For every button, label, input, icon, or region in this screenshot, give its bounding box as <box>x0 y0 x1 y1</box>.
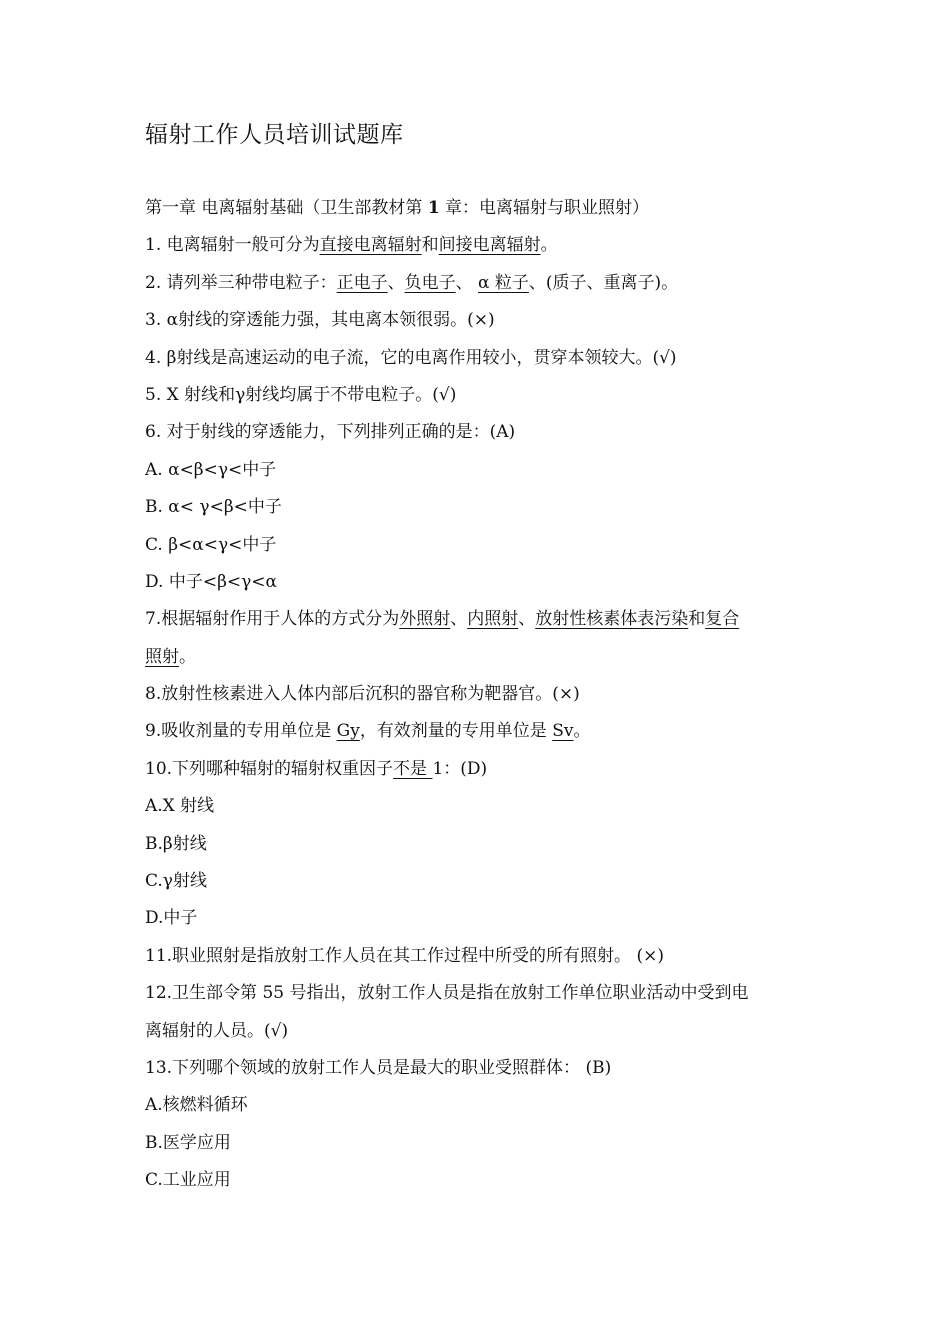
chapter-number: 1 <box>427 198 440 218</box>
chapter-text: 章：电离辐射与职业照射） <box>439 198 650 218</box>
option-c: C.γ射线 <box>145 871 207 892</box>
option-d: D.中子 <box>145 908 198 929</box>
question-text: 7.根据辐射作用于人体的方式分为 <box>145 609 400 630</box>
question-10 <box>145 751 810 788</box>
question-text: 1：(D) <box>432 758 488 779</box>
question-13: 13.下列哪个领域的放射工作人员是最大的职业受照群体： (B) <box>145 1057 612 1078</box>
question-text: ，有效剂量的专用单位是 <box>359 721 553 742</box>
question-9 <box>145 713 810 750</box>
answer-blank: 间接电离辐射 <box>438 235 541 256</box>
option-b: B.β射线 <box>145 833 207 854</box>
chapter-heading <box>145 190 810 227</box>
option-b: B. α< γ<β<中子 <box>145 497 282 518</box>
option-a: A.核燃料循环 <box>145 1095 248 1116</box>
question-text: 和 <box>421 235 439 256</box>
answer-blank: 内照射 <box>467 609 519 630</box>
question-text: 、 <box>518 609 536 630</box>
chapter-text: 第一章 电离辐射基础（卫生部教材第 <box>145 198 428 218</box>
question-11: 11.职业照射是指放射工作人员在其工作过程中所受的所有照射。 (×) <box>145 945 664 966</box>
question-7-continued <box>145 639 810 676</box>
answer-blank: 直接电离辐射 <box>319 235 422 256</box>
question-2 <box>145 265 810 302</box>
option-c: C.工业应用 <box>145 1170 231 1191</box>
question-text: 、(质子、重离子)。 <box>528 272 679 293</box>
option-b: B.医学应用 <box>145 1132 231 1153</box>
question-text: 、 <box>387 272 405 293</box>
question-8: 8.放射性核素进入人体内部后沉积的器官称为靶器官。(×) <box>145 684 580 705</box>
question-text: 9.吸收剂量的专用单位是 <box>145 721 337 742</box>
question-text: 。 <box>573 721 591 742</box>
question-3: 3. α射线的穿透能力强，其电离本领很弱。(×) <box>145 310 495 331</box>
answer-blank: Gy <box>336 721 360 742</box>
question-text: 、 <box>450 609 468 630</box>
option-c: C. β<α<γ<中子 <box>145 534 277 555</box>
question-text: 。 <box>179 646 196 667</box>
answer-blank: 外照射 <box>399 609 451 630</box>
document-title: 辐射工作人员培训试题库 <box>145 122 404 148</box>
answer-blank: Sv <box>552 721 574 742</box>
question-text: 。 <box>540 235 558 256</box>
question-7 <box>145 601 810 638</box>
option-a: A.X 射线 <box>145 796 215 817</box>
question-12-continued: 离辐射的人员。(√) <box>145 1020 289 1041</box>
question-text: 1. 电离辐射一般可分为 <box>145 235 320 256</box>
question-list <box>145 190 810 1200</box>
answer-blank: 复合 <box>705 609 740 630</box>
answer-blank: 负电子 <box>404 272 456 293</box>
option-a: A. α<β<γ<中子 <box>145 459 277 480</box>
question-text: 和 <box>688 609 706 630</box>
question-4: 4. β射线是高速运动的电子流，它的电离作用较小，贯穿本领较大。(√) <box>145 347 677 368</box>
question-text: 2. 请列举三种带电粒子： <box>145 272 337 293</box>
option-d: D. 中子<β<γ<α <box>145 571 278 592</box>
answer-blank: 正电子 <box>336 272 388 293</box>
question-text: 10.下列哪种辐射的辐射权重因子 <box>145 758 394 779</box>
question-1 <box>145 227 810 264</box>
question-5: 5. X 射线和γ射线均属于不带电粒子。(√) <box>145 384 457 405</box>
question-6: 6. 对于射线的穿透能力，下列排列正确的是：(A) <box>145 422 516 443</box>
answer-blank: α 粒子 <box>478 272 529 293</box>
question-text: 、 <box>455 272 479 293</box>
question-12: 12.卫生部令第 55 号指出，放射工作人员是指在放射工作单位职业活动中受到电 <box>145 983 749 1004</box>
answer-blank: 不是 <box>393 758 433 779</box>
answer-blank: 照射 <box>145 646 179 667</box>
answer-blank: 放射性核素体表污染 <box>535 609 689 630</box>
